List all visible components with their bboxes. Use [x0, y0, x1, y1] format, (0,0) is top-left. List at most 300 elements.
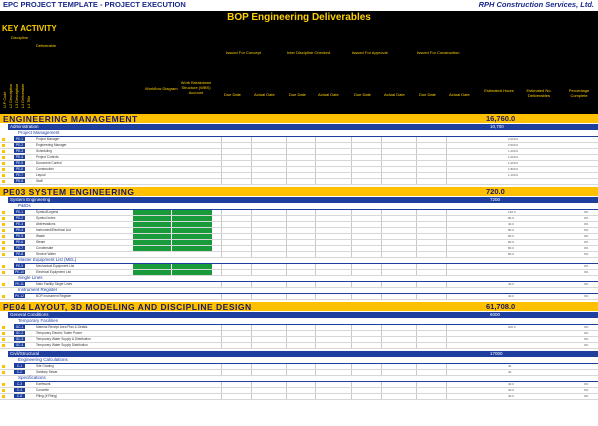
- date-cell[interactable]: [221, 337, 222, 342]
- row-description: Symbol/Legend: [36, 210, 59, 214]
- date-cell[interactable]: [251, 294, 252, 299]
- date-cell[interactable]: [381, 282, 382, 287]
- date-cell[interactable]: [351, 173, 352, 178]
- date-cell[interactable]: [446, 216, 447, 221]
- date-cell[interactable]: [286, 343, 287, 348]
- date-cell[interactable]: [446, 173, 447, 178]
- date-cell[interactable]: [315, 270, 316, 275]
- date-cell[interactable]: [286, 270, 287, 275]
- date-cell[interactable]: [381, 294, 382, 299]
- row-description: Layout: [36, 173, 46, 177]
- date-cell[interactable]: [351, 222, 352, 227]
- date-cell[interactable]: [381, 370, 382, 375]
- date-cell[interactable]: [381, 394, 382, 399]
- table-row[interactable]: [0, 294, 598, 300]
- date-cell[interactable]: [251, 234, 252, 239]
- date-cell[interactable]: [351, 252, 352, 257]
- date-cell[interactable]: [446, 364, 447, 369]
- row-est-hours: 2,500.0: [508, 143, 519, 147]
- date-cell[interactable]: [446, 210, 447, 215]
- date-cell[interactable]: [416, 228, 417, 233]
- date-cell[interactable]: [251, 161, 252, 166]
- date-cell[interactable]: [251, 143, 252, 148]
- date-cell[interactable]: [251, 331, 252, 336]
- date-cell[interactable]: [351, 155, 352, 160]
- date-cell[interactable]: [286, 240, 287, 245]
- date-cell[interactable]: [381, 210, 382, 215]
- date-cell[interactable]: [251, 228, 252, 233]
- date-cell[interactable]: [315, 337, 316, 342]
- date-cell[interactable]: [416, 264, 417, 269]
- date-cell[interactable]: [315, 294, 316, 299]
- date-cell[interactable]: [381, 216, 382, 221]
- date-cell[interactable]: [221, 246, 222, 251]
- row-code: GC-3: [15, 337, 24, 341]
- date-cell[interactable]: [351, 388, 352, 393]
- date-cell[interactable]: [286, 382, 287, 387]
- date-cell[interactable]: [416, 282, 417, 287]
- date-cell[interactable]: [221, 179, 222, 184]
- date-cell[interactable]: [446, 270, 447, 275]
- date-cell[interactable]: [315, 382, 316, 387]
- date-cell[interactable]: [221, 294, 222, 299]
- col-actual-3: Actual Date: [384, 92, 405, 97]
- date-cell[interactable]: [446, 394, 447, 399]
- date-cell[interactable]: [315, 364, 316, 369]
- date-cell[interactable]: [315, 173, 316, 178]
- row-est-hours: 80.0: [508, 234, 514, 238]
- row-code: GC-4: [15, 343, 24, 347]
- date-cell[interactable]: [381, 240, 382, 245]
- date-cell[interactable]: [286, 294, 287, 299]
- date-cell[interactable]: [351, 246, 352, 251]
- col-vertical-2: L3 Description: [15, 83, 19, 108]
- date-cell[interactable]: [315, 394, 316, 399]
- date-cell[interactable]: [286, 246, 287, 251]
- date-cell[interactable]: [221, 388, 222, 393]
- date-cell[interactable]: [381, 331, 382, 336]
- date-cell[interactable]: [351, 325, 352, 330]
- row-pct: 0%: [584, 282, 589, 286]
- section-hours: 16,760.0: [486, 114, 516, 123]
- date-cell[interactable]: [221, 210, 222, 215]
- row-est-hours: 120.0: [508, 210, 516, 214]
- date-cell[interactable]: [286, 394, 287, 399]
- group-title: Master Equipment List (MEL): [18, 257, 77, 262]
- date-cell[interactable]: [416, 252, 417, 257]
- date-cell[interactable]: [351, 210, 352, 215]
- date-cell[interactable]: [446, 370, 447, 375]
- date-cell[interactable]: [251, 173, 252, 178]
- col-vertical-1: L2 Description: [9, 83, 13, 108]
- date-cell[interactable]: [251, 240, 252, 245]
- date-cell[interactable]: [351, 343, 352, 348]
- row-est-hours: 2,000.0: [508, 137, 519, 141]
- date-cell[interactable]: [221, 394, 222, 399]
- date-cell[interactable]: [251, 179, 252, 184]
- date-cell[interactable]: [416, 364, 417, 369]
- date-cell[interactable]: [286, 161, 287, 166]
- date-cell[interactable]: [286, 222, 287, 227]
- date-cell[interactable]: [446, 167, 447, 172]
- date-cell[interactable]: [251, 282, 252, 287]
- date-cell[interactable]: [416, 167, 417, 172]
- date-cell[interactable]: [381, 388, 382, 393]
- date-cell[interactable]: [315, 161, 316, 166]
- date-cell[interactable]: [381, 222, 382, 227]
- date-cell[interactable]: [351, 370, 352, 375]
- date-cell[interactable]: [251, 337, 252, 342]
- date-cell[interactable]: [416, 370, 417, 375]
- date-cell[interactable]: [251, 364, 252, 369]
- date-cell[interactable]: [251, 370, 252, 375]
- date-cell[interactable]: [416, 331, 417, 336]
- date-cell[interactable]: [351, 264, 352, 269]
- date-cell[interactable]: [381, 246, 382, 251]
- row-code: PE-8: [15, 252, 24, 256]
- date-cell[interactable]: [381, 325, 382, 330]
- date-cell[interactable]: [446, 179, 447, 184]
- date-cell[interactable]: [221, 167, 222, 172]
- date-cell[interactable]: [286, 149, 287, 154]
- date-cell[interactable]: [381, 337, 382, 342]
- date-cell[interactable]: [221, 325, 222, 330]
- date-cell[interactable]: [351, 149, 352, 154]
- date-cell[interactable]: [286, 137, 287, 142]
- date-cell[interactable]: [251, 343, 252, 348]
- date-cell[interactable]: [446, 343, 447, 348]
- date-cell[interactable]: [221, 222, 222, 227]
- date-cell[interactable]: [251, 155, 252, 160]
- date-cell[interactable]: [446, 161, 447, 166]
- date-cell[interactable]: [381, 264, 382, 269]
- date-cell[interactable]: [446, 222, 447, 227]
- date-cell[interactable]: [381, 382, 382, 387]
- date-cell[interactable]: [351, 331, 352, 336]
- row-description: Waste: [36, 234, 45, 238]
- row-code: PE-12: [15, 294, 24, 298]
- date-cell[interactable]: [416, 179, 417, 184]
- row-description: Steam: [36, 240, 46, 244]
- date-cell[interactable]: [351, 179, 352, 184]
- date-cell[interactable]: [351, 228, 352, 233]
- date-cell[interactable]: [351, 364, 352, 369]
- row-code: C-4: [14, 388, 25, 392]
- date-cell[interactable]: [286, 228, 287, 233]
- date-cell[interactable]: [315, 282, 316, 287]
- date-cell[interactable]: [381, 155, 382, 160]
- date-cell[interactable]: [446, 149, 447, 154]
- date-cell[interactable]: [351, 394, 352, 399]
- date-cell[interactable]: [315, 264, 316, 269]
- date-cell[interactable]: [251, 149, 252, 154]
- col-group-idc: Inter Discipline Checked: [287, 50, 331, 55]
- date-cell[interactable]: [416, 149, 417, 154]
- date-cell[interactable]: [351, 234, 352, 239]
- row-est-hours: 1,000.0: [508, 161, 519, 165]
- col-actual-2: Actual Date: [318, 92, 339, 97]
- date-cell[interactable]: [221, 364, 222, 369]
- date-cell[interactable]: [251, 246, 252, 251]
- date-cell[interactable]: [315, 325, 316, 330]
- date-cell[interactable]: [381, 149, 382, 154]
- date-cell[interactable]: [251, 137, 252, 142]
- wbs-cell: [172, 264, 212, 269]
- col-est-hours: Estimated Hours: [484, 88, 514, 93]
- row-pct: 0%: [584, 234, 589, 238]
- row-code: C-3: [14, 382, 25, 386]
- date-cell[interactable]: [251, 252, 252, 257]
- row-description: Scheduling: [36, 149, 52, 153]
- sheet-title-bar: [0, 11, 598, 25]
- date-cell[interactable]: [315, 370, 316, 375]
- row-marker: [2, 383, 5, 386]
- table-row[interactable]: [0, 343, 598, 349]
- date-cell[interactable]: [416, 210, 417, 215]
- row-marker: [2, 217, 5, 220]
- date-cell[interactable]: [315, 155, 316, 160]
- date-cell[interactable]: [315, 252, 316, 257]
- row-description: Main Facility Single Lines: [36, 282, 72, 286]
- section-hours: 61,708.0: [486, 302, 516, 311]
- date-cell[interactable]: [381, 364, 382, 369]
- date-cell[interactable]: [351, 270, 352, 275]
- date-cell[interactable]: [351, 240, 352, 245]
- date-cell[interactable]: [221, 252, 222, 257]
- date-cell[interactable]: [416, 161, 417, 166]
- date-cell[interactable]: [286, 155, 287, 160]
- date-cell[interactable]: [221, 282, 222, 287]
- date-cell[interactable]: [446, 137, 447, 142]
- section-band: [0, 114, 598, 123]
- date-cell[interactable]: [381, 137, 382, 142]
- date-cell[interactable]: [315, 222, 316, 227]
- date-cell[interactable]: [286, 179, 287, 184]
- date-cell[interactable]: [221, 343, 222, 348]
- date-cell[interactable]: [381, 228, 382, 233]
- date-cell[interactable]: [315, 216, 316, 221]
- date-cell[interactable]: [416, 240, 417, 245]
- date-cell[interactable]: [351, 282, 352, 287]
- date-cell[interactable]: [446, 252, 447, 257]
- date-cell[interactable]: [446, 228, 447, 233]
- date-cell[interactable]: [446, 264, 447, 269]
- date-cell[interactable]: [416, 234, 417, 239]
- date-cell[interactable]: [315, 210, 316, 215]
- date-cell[interactable]: [221, 216, 222, 221]
- date-cell[interactable]: [315, 331, 316, 336]
- date-cell[interactable]: [251, 394, 252, 399]
- date-cell[interactable]: [286, 264, 287, 269]
- date-cell[interactable]: [286, 325, 287, 330]
- date-cell[interactable]: [251, 216, 252, 221]
- subsection-bar: [8, 124, 598, 130]
- col-group-approval: Issued For Approval: [352, 50, 388, 55]
- date-cell[interactable]: [221, 382, 222, 387]
- date-cell[interactable]: [381, 167, 382, 172]
- row-pct: 0%: [584, 325, 589, 329]
- date-cell[interactable]: [221, 137, 222, 142]
- date-cell[interactable]: [351, 137, 352, 142]
- date-cell[interactable]: [315, 149, 316, 154]
- date-cell[interactable]: [221, 264, 222, 269]
- date-cell[interactable]: [416, 337, 417, 342]
- date-cell[interactable]: [351, 294, 352, 299]
- date-cell[interactable]: [221, 234, 222, 239]
- workflow-cell: [133, 246, 171, 251]
- date-cell[interactable]: [286, 234, 287, 239]
- date-cell[interactable]: [315, 143, 316, 148]
- group-title: Single Lines: [18, 275, 43, 280]
- date-cell[interactable]: [315, 179, 316, 184]
- table-row[interactable]: [0, 394, 598, 400]
- date-cell[interactable]: [221, 240, 222, 245]
- row-est-hours: 80.0: [508, 228, 514, 232]
- date-cell[interactable]: [286, 282, 287, 287]
- row-marker: [2, 265, 5, 268]
- date-cell[interactable]: [381, 161, 382, 166]
- date-cell[interactable]: [416, 394, 417, 399]
- wbs-cell: [172, 216, 212, 221]
- date-cell[interactable]: [221, 143, 222, 148]
- date-cell[interactable]: [286, 364, 287, 369]
- date-cell[interactable]: [446, 294, 447, 299]
- date-cell[interactable]: [416, 325, 417, 330]
- date-cell[interactable]: [351, 216, 352, 221]
- row-code: PE-1: [15, 137, 24, 141]
- date-cell[interactable]: [446, 234, 447, 239]
- date-cell[interactable]: [251, 167, 252, 172]
- date-cell[interactable]: [286, 143, 287, 148]
- date-cell[interactable]: [221, 173, 222, 178]
- date-cell[interactable]: [286, 388, 287, 393]
- row-est-hours: 40.0: [508, 388, 514, 392]
- subsection-title: Civil/Structural: [10, 351, 40, 356]
- date-cell[interactable]: [416, 382, 417, 387]
- date-cell[interactable]: [446, 155, 447, 160]
- row-code: PE-4: [15, 228, 24, 232]
- date-cell[interactable]: [315, 343, 316, 348]
- date-cell[interactable]: [416, 222, 417, 227]
- group-title: Instrument Register: [18, 287, 58, 292]
- date-cell[interactable]: [381, 143, 382, 148]
- date-cell[interactable]: [286, 173, 287, 178]
- date-cell[interactable]: [416, 246, 417, 251]
- row-est-hours: 40.0: [508, 222, 514, 226]
- date-cell[interactable]: [416, 294, 417, 299]
- date-cell[interactable]: [446, 240, 447, 245]
- date-cell[interactable]: [251, 264, 252, 269]
- date-cell[interactable]: [221, 228, 222, 233]
- subsection-hours: 10,700: [490, 124, 504, 129]
- date-cell[interactable]: [251, 270, 252, 275]
- col-due-4: Due Date: [419, 92, 436, 97]
- row-code: PE-2: [15, 216, 24, 220]
- date-cell[interactable]: [286, 331, 287, 336]
- date-cell[interactable]: [286, 167, 287, 172]
- row-marker: [2, 365, 5, 368]
- date-cell[interactable]: [416, 388, 417, 393]
- date-cell[interactable]: [351, 382, 352, 387]
- date-cell[interactable]: [416, 343, 417, 348]
- date-cell[interactable]: [446, 337, 447, 342]
- date-cell[interactable]: [446, 143, 447, 148]
- date-cell[interactable]: [351, 337, 352, 342]
- date-cell[interactable]: [381, 173, 382, 178]
- date-cell[interactable]: [416, 270, 417, 275]
- date-cell[interactable]: [446, 325, 447, 330]
- date-cell[interactable]: [381, 179, 382, 184]
- date-cell[interactable]: [446, 246, 447, 251]
- col-group-construction: Issued For Construction: [417, 50, 460, 55]
- date-cell[interactable]: [416, 137, 417, 142]
- row-code: PE-5: [15, 161, 24, 165]
- group-title: Project Management: [18, 130, 60, 135]
- date-cell[interactable]: [251, 388, 252, 393]
- row-code: C-1: [14, 364, 25, 368]
- date-cell[interactable]: [251, 382, 252, 387]
- date-cell[interactable]: [416, 173, 417, 178]
- date-cell[interactable]: [381, 343, 382, 348]
- date-cell[interactable]: [251, 210, 252, 215]
- date-cell[interactable]: [446, 382, 447, 387]
- date-cell[interactable]: [381, 234, 382, 239]
- date-cell[interactable]: [286, 337, 287, 342]
- date-cell[interactable]: [286, 210, 287, 215]
- date-cell[interactable]: [221, 331, 222, 336]
- row-marker: [2, 223, 5, 226]
- date-cell[interactable]: [286, 252, 287, 257]
- date-cell[interactable]: [221, 161, 222, 166]
- row-marker: [2, 389, 5, 392]
- date-cell[interactable]: [351, 161, 352, 166]
- date-cell[interactable]: [315, 234, 316, 239]
- section-hours: 720.0: [486, 187, 505, 196]
- date-cell[interactable]: [315, 137, 316, 142]
- date-cell[interactable]: [381, 252, 382, 257]
- date-cell[interactable]: [446, 282, 447, 287]
- table-row[interactable]: [0, 179, 598, 185]
- date-cell[interactable]: [221, 270, 222, 275]
- date-cell[interactable]: [315, 388, 316, 393]
- date-cell[interactable]: [351, 143, 352, 148]
- date-cell[interactable]: [251, 222, 252, 227]
- subsection-bar: [8, 197, 598, 203]
- date-cell[interactable]: [315, 246, 316, 251]
- date-cell[interactable]: [286, 370, 287, 375]
- date-cell[interactable]: [446, 331, 447, 336]
- date-cell[interactable]: [315, 167, 316, 172]
- date-cell[interactable]: [416, 143, 417, 148]
- date-cell[interactable]: [221, 149, 222, 154]
- date-cell[interactable]: [251, 325, 252, 330]
- date-cell[interactable]: [286, 216, 287, 221]
- workflow-cell: [133, 234, 171, 239]
- date-cell[interactable]: [381, 270, 382, 275]
- date-cell[interactable]: [351, 167, 352, 172]
- date-cell[interactable]: [446, 388, 447, 393]
- workflow-cell: [133, 240, 171, 245]
- date-cell[interactable]: [221, 370, 222, 375]
- workflow-cell: [133, 270, 171, 275]
- date-cell[interactable]: [315, 240, 316, 245]
- row-code: PE-6: [15, 240, 24, 244]
- subsection-hours: 7200: [490, 197, 501, 202]
- date-cell[interactable]: [416, 155, 417, 160]
- date-cell[interactable]: [315, 228, 316, 233]
- date-cell[interactable]: [416, 216, 417, 221]
- date-cell[interactable]: [221, 155, 222, 160]
